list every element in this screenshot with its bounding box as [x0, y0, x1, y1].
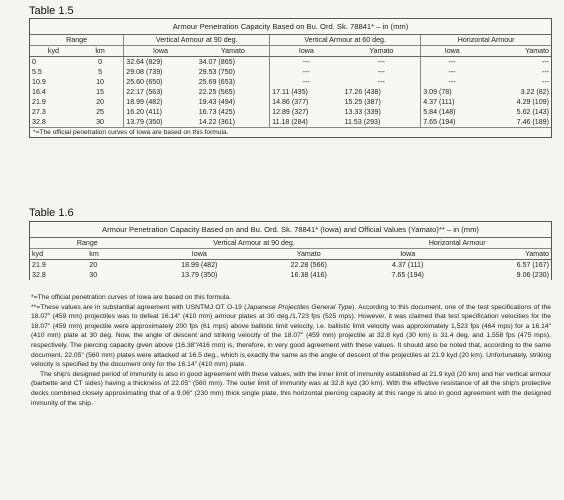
- cell-value: 13.79 (350): [124, 117, 197, 127]
- footnote-double-star: [31, 303, 551, 370]
- cell-value: 14.86 (377): [270, 97, 343, 107]
- subheader-iowa: Iowa: [124, 46, 197, 57]
- cell-value: 7.65 (194): [421, 117, 484, 127]
- cell-value: ---: [270, 57, 343, 68]
- cell-kyd: 0: [32, 58, 36, 66]
- table-1-6-sub-header-row: [30, 249, 551, 260]
- cell-value: ---: [541, 78, 549, 86]
- cell-value: 11.18 (284): [270, 117, 343, 127]
- cell-km: 10: [96, 78, 104, 86]
- cell-value: 16.73 (425): [198, 108, 235, 116]
- subheader-iowa: Iowa: [363, 249, 452, 260]
- table-row: [30, 87, 551, 97]
- table-1-5-label: Table 1.5: [29, 5, 74, 17]
- cell-value: ---: [541, 68, 549, 76]
- cell-value: 13.33 (339): [344, 108, 381, 116]
- table-row: [30, 270, 551, 280]
- table-1-6-label: Table 1.6: [29, 207, 74, 219]
- table-row: [30, 77, 551, 87]
- cell-value: 22.25 (565): [198, 88, 235, 96]
- cell-value: ---: [421, 77, 484, 87]
- cell-value: 13.79 (350): [181, 271, 218, 279]
- cell-value: 17.26 (438): [344, 88, 381, 96]
- header-horizontal: Horizontal Armour: [421, 35, 551, 46]
- cell-km: 30: [89, 271, 98, 279]
- cell-km: 20: [89, 261, 98, 269]
- cell-value: 7.65 (194): [391, 271, 424, 279]
- cell-value: 12.89 (327): [270, 107, 343, 117]
- cell-value: 6.57 (167): [516, 261, 549, 269]
- cell-km: 20: [96, 98, 104, 106]
- cell-value: 34.07 (865): [198, 58, 235, 66]
- subheader-iowa: Iowa: [421, 46, 484, 57]
- table-row: [30, 67, 551, 77]
- table-1-5-sub-header-row: [30, 46, 551, 57]
- cell-value: ---: [270, 67, 343, 77]
- subheader-km: km: [77, 46, 124, 57]
- footnote-star: *=The official penetration curves of Iowa are based on this formula.: [31, 294, 232, 301]
- header-vertical-90: Vertical Armour at 90 deg.: [145, 238, 364, 249]
- cell-value: 4.29 (109): [516, 98, 549, 106]
- subheader-yamato: Yamato: [452, 249, 551, 260]
- cell-value: ---: [270, 77, 343, 87]
- cell-kyd: 32.8: [32, 271, 46, 279]
- cell-value: 32.64 (829): [124, 57, 197, 68]
- cell-value: 19.43 (494): [198, 98, 235, 106]
- subheader-km: km: [87, 249, 144, 260]
- cell-kyd: 32.8: [32, 118, 46, 126]
- footnote-double-star-text: **=These values are in substantial agreement with USNTMJ OT O-19 (: [31, 303, 247, 311]
- cell-value: ---: [377, 68, 385, 76]
- cell-value: 18.99 (482): [124, 97, 197, 107]
- cell-value: ---: [421, 67, 484, 77]
- subheader-iowa: Iowa: [145, 249, 254, 260]
- cell-value: 16.20 (411): [124, 107, 197, 117]
- header-range: Range: [30, 238, 145, 249]
- subheader-kyd: kyd: [30, 46, 77, 57]
- cell-km: 15: [96, 88, 104, 96]
- subheader-yamato: Yamato: [254, 249, 363, 260]
- subheader-yamato: Yamato: [483, 46, 551, 57]
- header-horizontal: Horizontal Armour: [363, 238, 551, 249]
- cell-km: 0: [98, 58, 103, 66]
- cell-value: 3.09 (78): [421, 87, 484, 97]
- subheader-kyd: kyd: [30, 249, 87, 260]
- cell-value: 17.11 (435): [270, 87, 343, 97]
- cell-value: 5.84 (148): [421, 107, 484, 117]
- cell-kyd: 16.4: [32, 88, 46, 96]
- table-1-5-grid: [30, 35, 551, 127]
- cell-kyd: 21.9: [32, 261, 46, 269]
- cell-km: 25: [96, 108, 104, 116]
- table-1-5: [29, 18, 552, 138]
- cell-value: 29.53 (750): [198, 68, 235, 76]
- cell-value: ---: [377, 58, 385, 66]
- table-1-5-group-header-row: [30, 35, 551, 46]
- cell-value: 25.69 (653): [198, 78, 235, 86]
- immunity-paragraph: The ship's designed period of immunity is also in good agreement with these values, with the inner limit of immunity established at 21.9 kyd (20 km) and her vertical armour (barbette and CT sides) having a thickness of 22.05" (560 mm). The outer limit of immunity was at 32.8 kyd (30 km). With the effective resistance of all the ship's protective decks combined closely approximating that of a 9.06" (230 mm) thick single plate, this horizontal piercing capacity at this range is also in good agreement with the designed immunity of the ship.: [31, 370, 551, 407]
- cell-value: 25.60 (650): [124, 77, 197, 87]
- cell-value: 7.46 (189): [516, 118, 549, 126]
- subheader-yamato: Yamato: [343, 46, 421, 57]
- table-1-6-caption: Armour Penetration Capacity Based on and Bu. Ord. Sk. 78841* (Iowa) and Official Values (Yamato)** – in (mm): [30, 222, 551, 238]
- cell-value: 4.37 (111): [392, 261, 424, 269]
- cell-km: 5: [98, 68, 103, 76]
- table-1-6-grid: [30, 238, 551, 280]
- cell-value: 16.38 (416): [290, 271, 327, 279]
- cell-km: 30: [96, 118, 104, 126]
- header-range: Range: [30, 35, 124, 46]
- cell-value: 14.22 (361): [198, 118, 235, 126]
- table-row: [30, 97, 551, 107]
- table-row: [30, 107, 551, 117]
- cell-value: 4.37 (111): [421, 97, 484, 107]
- table-row: [30, 117, 551, 127]
- table-row: [30, 260, 551, 271]
- table-1-6-group-header-row: [30, 238, 551, 249]
- cell-value: 22.17 (563): [124, 87, 197, 97]
- cell-value: 5.62 (143): [516, 108, 549, 116]
- cell-value: ---: [541, 58, 549, 66]
- table-1-6-notes: [31, 293, 551, 408]
- cell-value: ---: [377, 78, 385, 86]
- header-vertical-60: Vertical Armour at 60 deg.: [270, 35, 421, 46]
- header-vertical-90: Vertical Armour at 90 deg.: [124, 35, 270, 46]
- footnote-double-star-text: ). According to this document, one of the test specifications of the 18.07" (459 mm) projectiles was to defeat 16.14" (410 mm) armour plates at 30 deg./1,723 fps (525 mps). However, it was claimed that test specification velocities for the 18.07" (459 mm) projectile were approximately 200 fps (61 mps) above ballistic limit velocity, i.e. ballistic limit velocity was approximately 1,523 fps (464 mps) for a 16.14" (410 mm) plate at 30 deg. Now, the angle of descent and striking velocity of the 18.07" (459 mm) projectile at 32.8 kyd (30 km) is 31.4 deg. and 1,558 fps (475 mps), respectively. The piercing capacity given above (16.38"/416 mm) is, therefore, in very good agreement with these values. It should also be noted that, according to the same document, 22.05" (560 mm) plates were attacked at 16.5 deg., which is exactly the same as the angle of descent of the projectiles at 21.9 kyd (20 km). Unfortunately, striking velocity is specified by the document only for the 16.14" (410 mm) plate.: [31, 303, 551, 369]
- cell-value: 22.28 (566): [290, 261, 327, 269]
- cell-value: 15.25 (387): [344, 98, 381, 106]
- subheader-yamato: Yamato: [197, 46, 270, 57]
- cell-value: 3.22 (82): [520, 88, 549, 96]
- cell-value: ---: [421, 57, 484, 68]
- cell-value: 29.08 (739): [124, 67, 197, 77]
- cell-kyd: 5.5: [32, 68, 42, 76]
- cell-value: 18.99 (482): [181, 261, 218, 269]
- table-1-5-caption: Armour Penetration Capacity Based on Bu. Ord. Sk. 78841* – in (mm): [30, 19, 551, 35]
- table-1-6: [29, 221, 552, 280]
- cell-kyd: 21.9: [32, 98, 46, 106]
- cell-kyd: 10.9: [32, 78, 46, 86]
- cell-value: 9.06 (230): [516, 271, 549, 279]
- subheader-iowa: Iowa: [270, 46, 343, 57]
- footnote-document-title: Japanese Projectiles General Type: [246, 303, 353, 311]
- table-1-5-footnote: *=The official penetration curves of Iowa are based on this formula.: [30, 127, 551, 137]
- cell-value: 11.53 (293): [344, 118, 381, 126]
- table-row: [30, 57, 551, 68]
- cell-kyd: 27.3: [32, 108, 46, 116]
